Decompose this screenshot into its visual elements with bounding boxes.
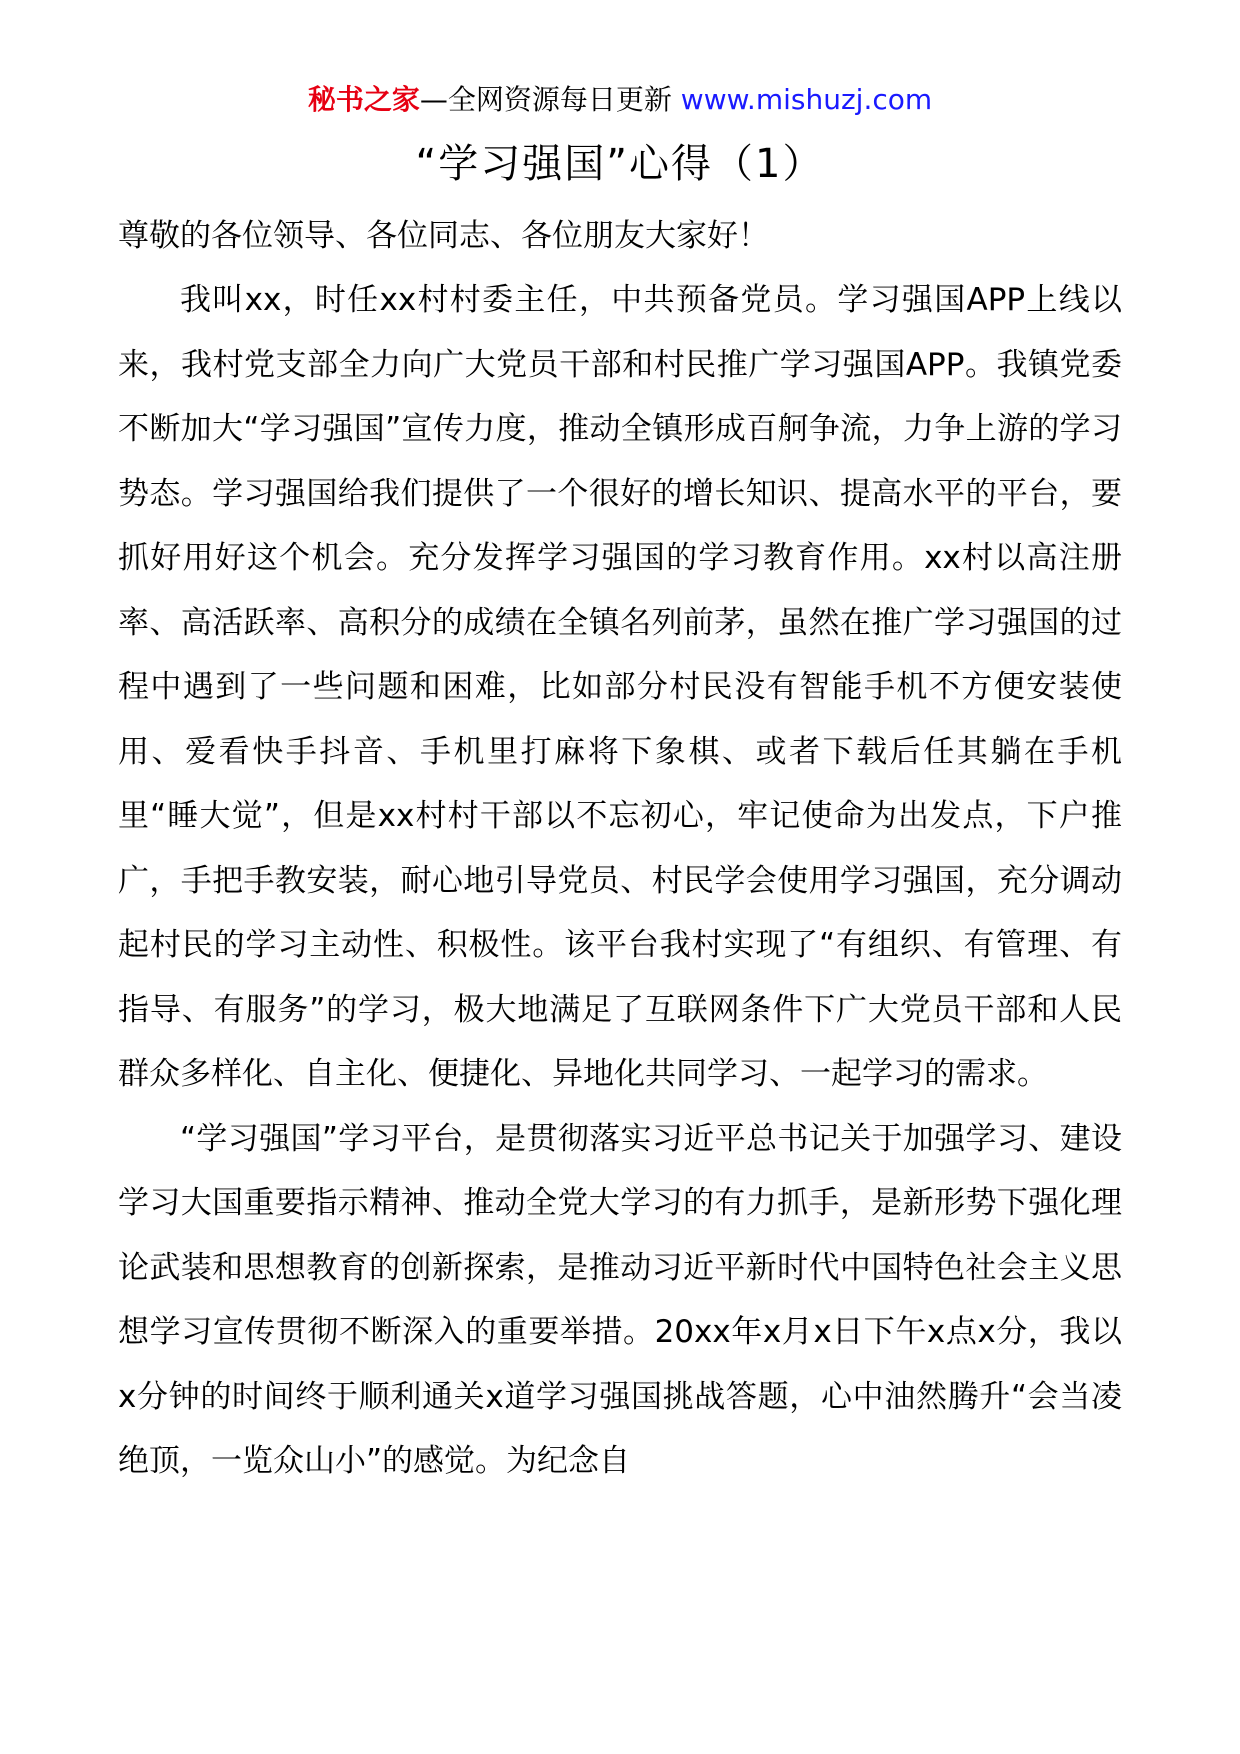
header-tagline: —全网资源每日更新 — [419, 83, 672, 116]
brand-name: 秘书之家 — [307, 83, 420, 116]
greeting-line: 尊敬的各位领导、各位同志、各位朋友大家好！ — [118, 218, 769, 254]
site-url-link[interactable]: www.mishuzj.com — [680, 83, 933, 116]
body-paragraph-1: 我叫xx，时任xx村村委主任，中共预备党员。学习强国APP上线以来，我村党支部全力向广大党员干部和村民推广学习强国APP。我镇党委不断加大“学习强国”宣传力度，推动全镇形成百舸争流，力争上游的学习势态。学习强国给我们提供了一个很好的增长知识、提高水平的平台，要抓好用好这个机会。充分发挥学习强国的学习教育作用。xx村以高注册率、高活跃率、高积分的成绩在全镇名列前茅，虽然在推广学习强国的过程中遇到了一些问题和困难，比如部分村民没有智能手机不方便安装使用、爱看快手抖音、手机里打麻将下象棋、或者下载后任其躺在手机里“睡大觉”，但是xx村村干部以不忘初心，牢记使命为出发点，下户推广，手把手教安装，耐心地引导党员、村民学会使用学习强国，充分调动起村民的学习主动性、积极性。该平台我村实现了“有组织、有管理、有指导、有服务”的学习，极大地满足了互联网条件下广大党员干部和人民群众多样化、自主化、便捷化、异地化共同学习、一起学习的需求。 — [118, 282, 1122, 1092]
site-header — [118, 80, 1122, 120]
body-paragraph-2: “学习强国”学习平台，是贯彻落实习近平总书记关于加强学习、建设学习大国重要指示精神、推动全党大学习的有力抓手，是新形势下强化理论武装和思想教育的创新探索，是推动习近平新时代中国特色社会主义思想学习宣传贯彻不断深入的重要举措。20xx年x月x日下午x点x分，我以x分钟的时间终于顺利通关x道学习强国挑战答题，心中油然腾升“会当凌绝顶，一览众山小”的感觉。为纪念自 — [118, 1120, 1122, 1479]
document-title: “学习强国”心得（1） — [415, 141, 825, 187]
